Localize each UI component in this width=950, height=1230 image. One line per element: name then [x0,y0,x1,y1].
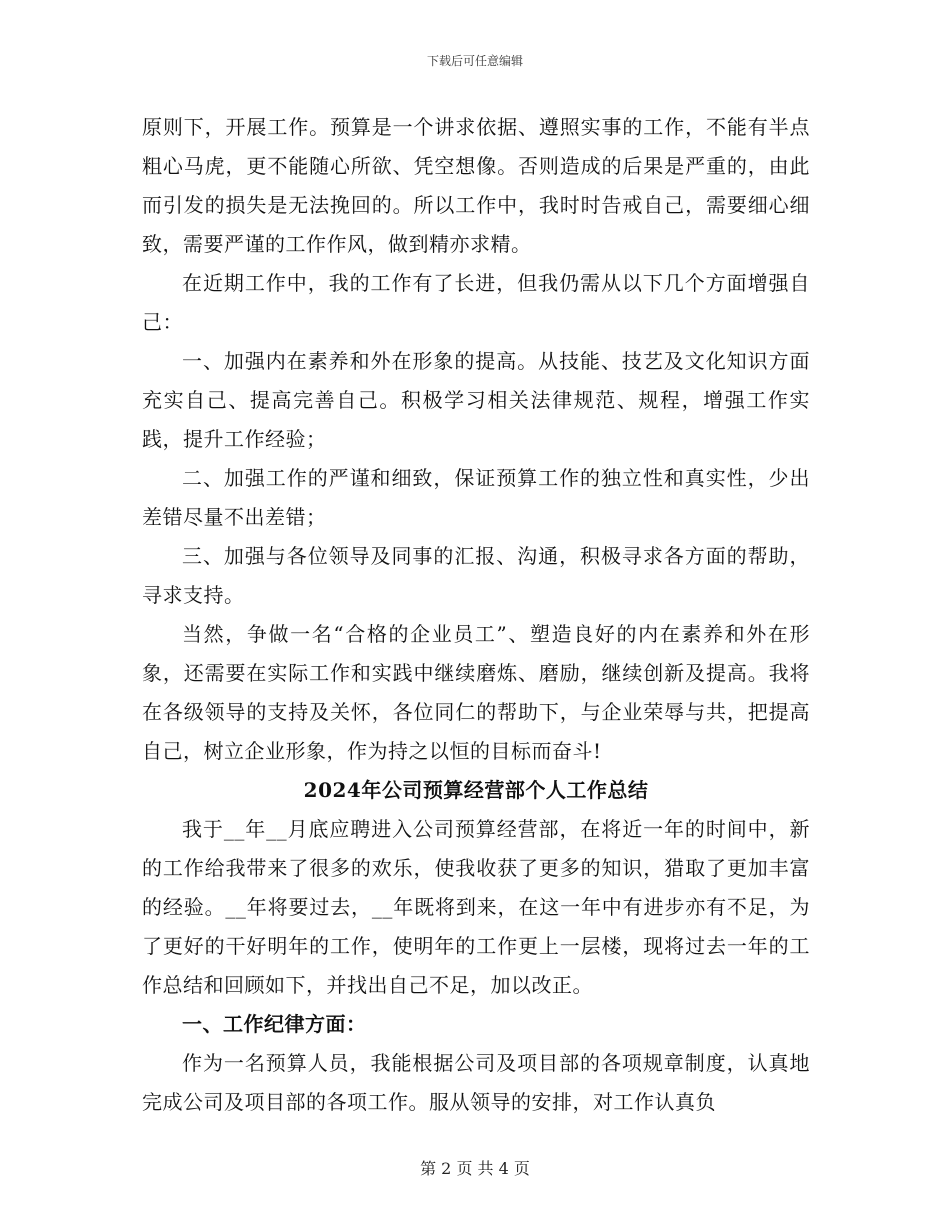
paragraph-conclusion: 当然，争做一名“合格的企业员工”、塑造良好的内在素养和外在形象，还需要在实际工作和实践中继续磨炼、磨励，继续创新及提高。我将在各级领导的支持及关怀，各位同仁的帮助下，与企业荣辱与共，把提高自己，树立企业形象，作为持之以恒的目标而奋斗! [142,622,810,763]
subheading: 一、工作纪律方面： [182,1012,367,1036]
paragraph-intro: 在近期工作中，我的工作有了长进，但我仍需从以下几个方面增强自己： [142,271,810,334]
paragraph-item-1: 一、加强内在素养和外在形象的提高。从技能、技艺及文化知识方面充实自己、提高完善自己。积极学习相关法律规范、规程，增强工作实践，提升工作经验； [142,349,810,451]
section-paragraph: 我于__年__月底应聘进入公司预算经营部，在将近一年的时间中，新的工作给我带来了很多的欢乐，使我收获了更多的知识，猎取了更加丰富的经验。__年将要过去，__年既将到来，在这一年中有进步亦有不足，为了更好的干好明年的工作，使明年的工作更上一层楼，现将过去一年的工作总结和回顾如下，并找出自己不足，加以改正。 [142,817,810,997]
paragraph-item-2: 二、加强工作的严谨和细致，保证预算工作的独立性和真实性，少出差错尽量不出差错； [142,466,810,529]
paragraph-item-3: 三、加强与各位领导及同事的汇报、沟通，积极寻求各方面的帮助，寻求支持。 [142,544,810,607]
final-paragraph: 作为一名预算人员，我能根据公司及项目部的各项规章制度，认真地完成公司及项目部的各项工作。服从领导的安排，对工作认真负 [142,1051,810,1114]
section-title: 2024年公司预算经营部个人工作总结 [303,778,649,802]
paragraph-continuation: 原则下，开展工作。预算是一个讲求依据、遵照实事的工作，不能有半点粗心马虎，更不能随心所欲、凭空想像。否则造成的后果是严重的，由此而引发的损失是无法挽回的。所以工作中，我时时告戒自己，需要细心细致，需要严谨的工作作风，做到精亦求精。 [142,115,810,256]
page-number: 第 2 页 共 4 页 [420,1159,530,1178]
document-body [142,108,810,1122]
page-header-note: 下载后可任意编辑 [426,54,523,68]
